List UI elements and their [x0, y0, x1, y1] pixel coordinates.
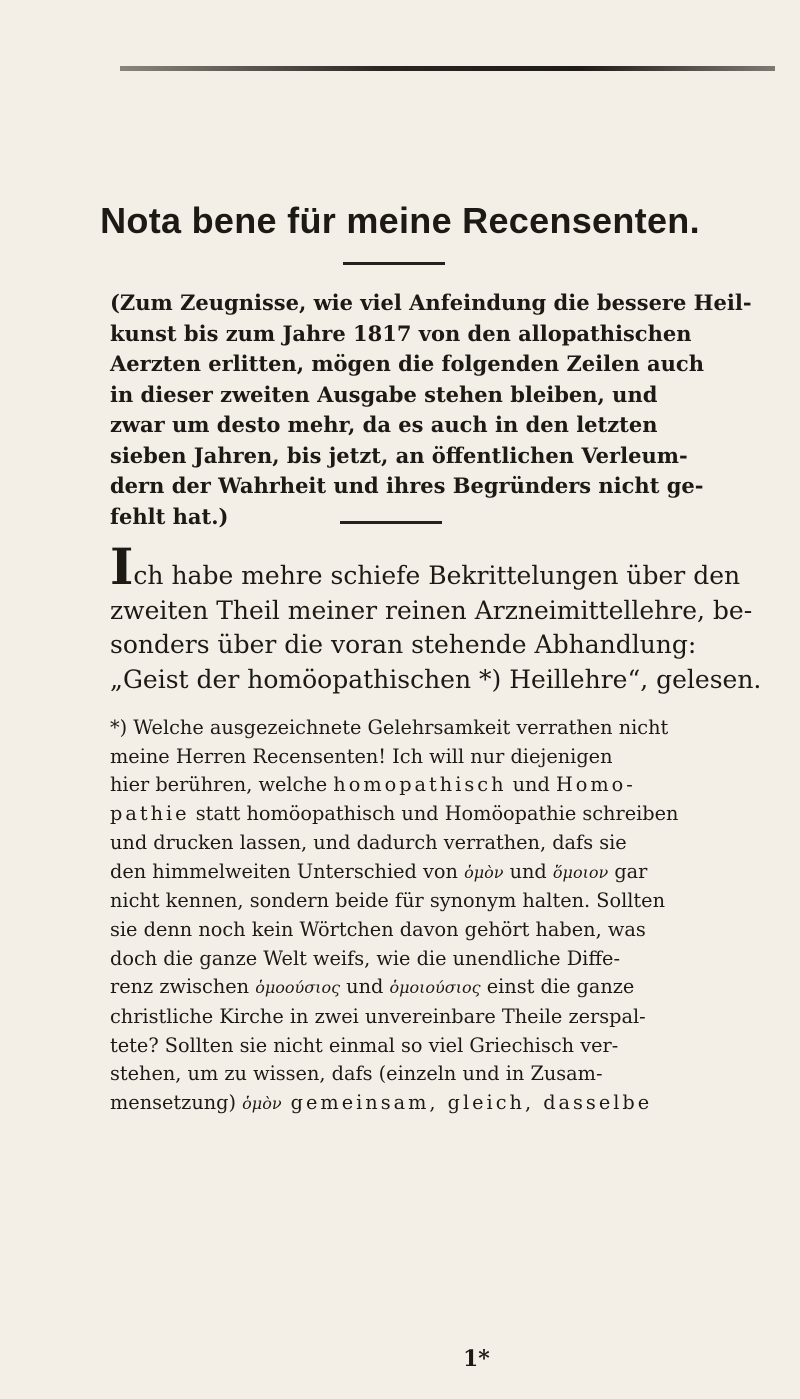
intro-line: zwar um desto mehr, da es auch in den letzten	[110, 412, 658, 437]
footnote-line	[110, 973, 750, 1003]
text: gar	[608, 859, 648, 883]
footnote-line: sie denn noch kein Wörtchen davon gehört haben, was	[110, 917, 646, 941]
footnote-line	[110, 771, 750, 800]
footnote-line: und drucken lassen, und dadurch verrathen, dafs sie	[110, 830, 627, 854]
footnote-line: nicht kennen, sondern beide für synonym halten. Sollten	[110, 889, 666, 913]
spaced-word: gemeinsam, gleich, dasselbe	[281, 1091, 653, 1115]
text: den himmelweiten Unterschied von	[110, 859, 465, 883]
intro-line: Aerzten erlitten, mögen die folgenden Zeilen auch	[110, 351, 704, 376]
footnote	[110, 714, 750, 1119]
text: und	[506, 773, 556, 797]
top-rule	[120, 66, 775, 71]
divider-rule	[340, 521, 442, 524]
main-line-text: ch habe mehre schiefe Bekrittelungen über den	[133, 561, 741, 590]
footnote-line	[110, 858, 750, 888]
footnote-line: christliche Kirche in zwei unvereinbare Theile zerspal-	[110, 1005, 646, 1029]
greek-word: ὁμοιούσιος	[389, 978, 481, 998]
text: und	[340, 975, 390, 999]
text: statt homöopathisch und Homöopathie schreiben	[189, 802, 679, 826]
footnote-line: tete? Sollten sie nicht einmal so viel Griechisch ver-	[110, 1033, 619, 1057]
text: und	[503, 859, 553, 883]
main-line: „Geist der homöopathischen *) Heillehre“, gelesen.	[110, 664, 762, 694]
intro-line: sieben Jahren, bis jetzt, an öffentlichen Verleum-	[110, 442, 688, 468]
drop-cap: I	[110, 537, 134, 596]
intro-line: (Zum Zeugnisse, wie viel Anfeindung die bessere Heil-	[110, 290, 752, 315]
greek-word: ὅμοιον	[552, 862, 609, 882]
main-line: zweiten Theil meiner reinen Arzneimittellehre, be-	[110, 595, 753, 625]
footnote-line: meine Herren Recensenten! Ich will nur diejenigen	[110, 744, 613, 768]
spaced-word: pathie	[110, 802, 190, 826]
text: hier berühren, welche	[110, 773, 334, 797]
footnote-line: *) Welche ausgezeichnete Gelehrsamkeit verrathen nicht	[110, 716, 669, 739]
main-line	[110, 537, 750, 596]
greek-word: ὁμὸν	[464, 862, 504, 882]
page-title: Nota bene für meine Recensenten.	[100, 200, 700, 241]
intro-line: dern der Wahrheit und ihres Begründers nicht ge-	[110, 473, 704, 498]
footnote-line	[110, 800, 750, 829]
greek-word: ὁμοούσιος	[255, 978, 341, 998]
greek-word: ὁμὸν	[242, 1094, 282, 1114]
intro-paragraph	[110, 288, 752, 532]
spaced-word: homopathisch	[333, 773, 507, 797]
divider-rule	[343, 262, 445, 265]
spaced-word: Homo-	[555, 773, 636, 797]
main-paragraph	[110, 537, 762, 697]
main-line: sonders über die voran stehende Abhandlung:	[110, 630, 697, 659]
intro-line: kunst bis zum Jahre 1817 von den allopathischen	[110, 320, 692, 346]
footnote-line: doch die ganze Welt weifs, wie die unendliche Diffe-	[110, 946, 620, 970]
intro-line: fehlt hat.)	[110, 503, 229, 529]
footnote-line	[110, 1089, 750, 1119]
text: renz zwischen	[110, 975, 256, 999]
text: mensetzung)	[110, 1091, 243, 1115]
signature-mark: 1*	[463, 1346, 490, 1372]
intro-line: in dieser zweiten Ausgabe stehen bleiben, und	[110, 381, 658, 407]
footnote-line: stehen, um zu wissen, dafs (einzeln und in Zusam-	[110, 1062, 603, 1086]
text: einst die ganze	[480, 975, 635, 999]
